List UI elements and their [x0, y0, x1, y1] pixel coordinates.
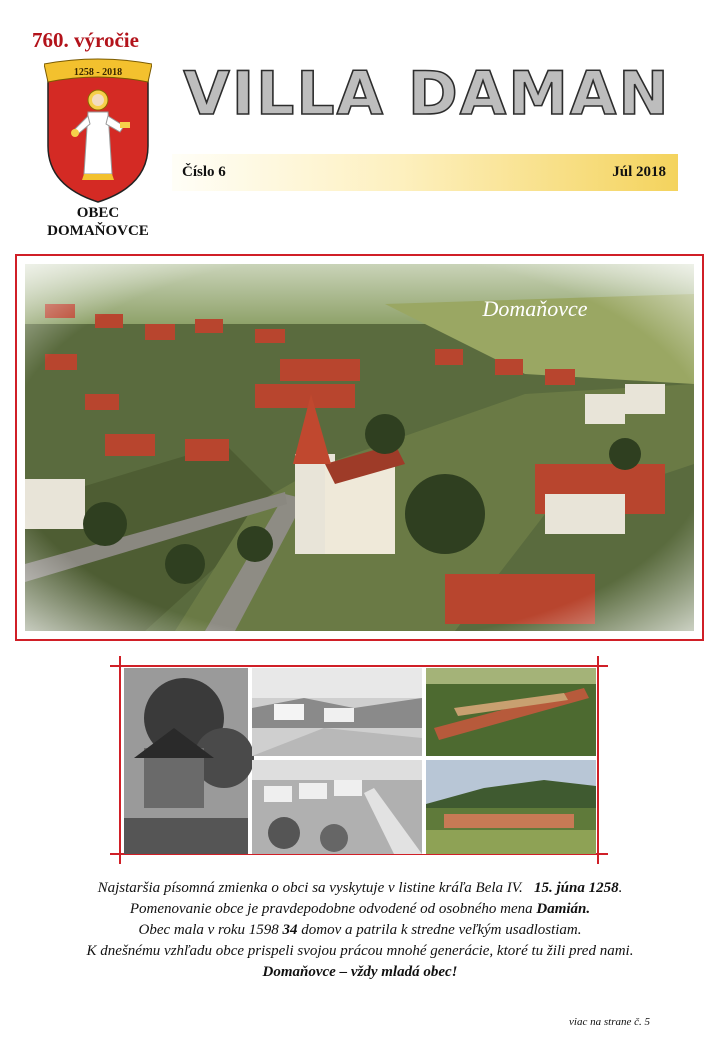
historic-photo-collage: [110, 656, 608, 864]
issue-date: Júl 2018: [612, 164, 666, 180]
house-count: 34: [282, 922, 298, 938]
anniversary-label: 760. výročie: [32, 28, 139, 52]
main-photo-frame: [15, 254, 704, 641]
history-line-3: [40, 920, 680, 941]
municipality-name: [38, 204, 158, 240]
issue-number: Číslo 6: [182, 164, 226, 180]
issue-banner: [172, 154, 678, 191]
crest-years: 1258 - 2018: [73, 67, 123, 78]
village-motto: Domaňovce – vždy mladá obec!: [262, 964, 458, 980]
aerial-village-photo: [25, 264, 694, 631]
line3-text: Obec mala v roku 1598: [138, 922, 279, 938]
name-origin: Damián.: [536, 901, 591, 917]
line1-end: .: [618, 880, 623, 896]
collage-photos: [124, 668, 596, 854]
line3-rest: domov a patrila k stredne veľkým usadlostiam.: [301, 922, 582, 938]
history-line-4: K dnešnému vzhľadu obce prispeli svojou prácou mnohé generácie, ktoré tu žili pred nami.: [86, 943, 634, 959]
founding-date: 15. júna 1258: [534, 880, 619, 896]
line1-text: Najstaršia písomná zmienka o obci sa vyskytuje v listine kráľa Bela IV.: [97, 880, 523, 896]
obec-line2: DOMAŇOVCE: [47, 223, 149, 239]
coat-of-arms-icon: [44, 56, 152, 204]
line2-text: Pomenovanie obce je pravdepodobne odvodené od osobného mena: [129, 901, 533, 917]
history-text: [40, 878, 680, 983]
history-line-1: [40, 878, 680, 899]
continued-note: viac na strane č. 5: [569, 1016, 650, 1028]
obec-line1: OBEC: [76, 205, 120, 221]
history-line-2: [40, 899, 680, 920]
newsletter-title: VILLA DAMAN: [183, 59, 671, 129]
